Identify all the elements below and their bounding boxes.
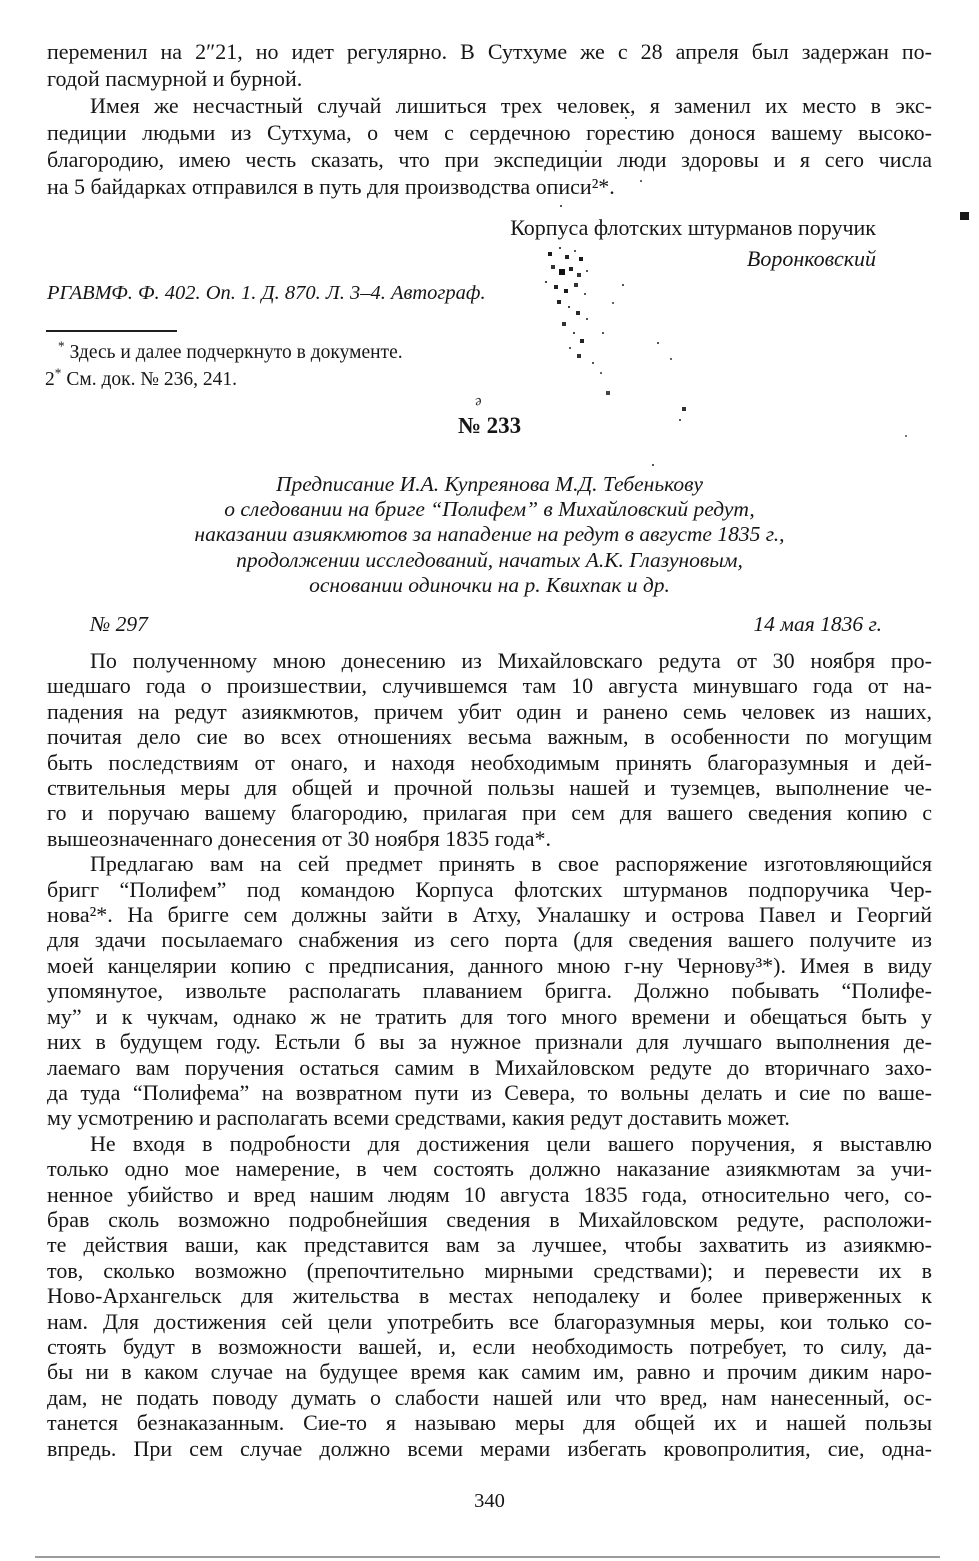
title-line: о следовании на бриге “Полифем” в Михайловский редут, [224, 497, 755, 522]
text-line: Имея же несчастный случай лишиться трех человек, я заменил их место в экс- [90, 93, 932, 118]
text-line: нам. Для достижения сей цели употребить все благоразумныя меры, кои только со- [47, 1308, 932, 1334]
scan-noise-speckles [0, 0, 2, 2]
page-number: 340 [474, 1490, 505, 1512]
title-line: основании одиночки на р. Квихпак и др. [309, 572, 670, 597]
document-ref-number: № 297 [90, 612, 148, 636]
text-line: тов, сколько возможно (препочтительно мирными средствами); и перевести их в [47, 1257, 932, 1283]
text-line: стоять будут в возможности вашей, и, если необходимость потребует, то силу, да- [47, 1333, 932, 1359]
archive-reference: РГАВМФ. Ф. 402. Оп. 1. Д. 870. Л. 3–4. Автограф. [47, 282, 486, 304]
text-line: годой пасмурной и бурной. [47, 66, 303, 91]
text-line: падения на редут азиякмютов, причем убит один и ранено семь человек из наших, [47, 698, 932, 724]
text-line: лаемаго вам поручения остаться самим в Михайловском редуте до вторичнаго захо- [47, 1054, 932, 1080]
text-line: му усмотрению и располагать всеми средствами, какия редут доставить может. [47, 1105, 790, 1131]
text-line: впредь. При сем случае должно всеми мерами избегать кровопролития, сие, одна- [47, 1435, 932, 1461]
text-line: му” и к чукчам, однако ж не тратить для того много времени и обещаться быть у [47, 1003, 932, 1029]
text-line: них в будущем году. Естьли б вы за нужное признали для лучшаго выполнения де- [47, 1029, 932, 1055]
paragraph [47, 648, 932, 851]
text-line: благородию, имею честь сказать, что при экспедиции люди здоровы и я сего числа [47, 147, 932, 172]
text-line: ненное убийство и вред нашим людям 10 августа 1835 года, относительно чего, со- [47, 1181, 932, 1207]
text-line: да туда “Полифема” на возвратном пути из Севера, то вольны делать и сие по ваше- [47, 1079, 932, 1105]
paragraph [47, 851, 932, 1130]
scan-bottom-line [35, 1556, 940, 1558]
text-line: Не входя в подробности для достижения цели вашего поручения, я выставлю [90, 1130, 932, 1156]
text-line: переменил на 2″21, но идет регулярно. В Сутхуме же с 28 апреля был задержан по- [47, 39, 932, 64]
signature-name: Воронковский [746, 246, 876, 271]
text-line: упомянутое, извольте располагать плаванием бригга. Должно побывать “Полифе- [47, 978, 932, 1004]
document-meta-row [47, 611, 932, 637]
footnote-asterisk: * [58, 338, 65, 354]
text-line: для здачи посылаемаго снабжения из сего порта (для сведения вашего получите из [47, 927, 932, 953]
footnote-text: См. док. № 236, 241. [66, 368, 237, 390]
signature-role: Корпуса флотских штурманов поручик [510, 215, 876, 240]
document-body-text [47, 648, 932, 1461]
document-title [47, 472, 932, 598]
text-line: шедшаго года о произшествии, случившемся там 10 августа минувшаго года от на- [47, 673, 932, 699]
text-line: го и поручаю вашему благородию, прилагая при сем для вашего сведения копию с [47, 800, 932, 826]
footnote-asterisk: * [54, 365, 62, 380]
title-line: наказании азиякмютов за нападение на редут в августе 1835 г., [194, 522, 785, 547]
text-line: те действия ваши, как представится вам за лучшее, чтобы захватить из азиякмю- [47, 1232, 932, 1258]
footnote [45, 367, 930, 394]
text-line: на 5 байдарках отправился в путь для производства описи²*. [47, 174, 615, 199]
text-line: По полученному мною донесению из Михайловскаго редута от 30 ноября про- [90, 648, 932, 673]
paragraph [47, 1131, 932, 1461]
text-line: моей канцелярии копию с предписания, данного мною г-ну Чернову³*). Имея в виду [47, 952, 932, 978]
paragraph [47, 38, 932, 92]
text-line: бригг “Полифем” под командою Корпуса флотских штурманов подпоручика Чер- [47, 876, 932, 902]
text-line: танется безнаказанным. Сие-то я называю меры для общей их и нашей пользы [47, 1410, 932, 1436]
text-line: дам, не подать поводу думать о слабости нашей или что вред, нам нанесенный, ос- [47, 1384, 932, 1410]
intro-continuation-text [47, 38, 932, 200]
scan-artifact-squiggle: ə [473, 392, 484, 410]
text-line: только одно мое намерение, в чем состоять должно наказание азиякмютам за учи- [47, 1156, 932, 1182]
text-line: Ново-Архангельск для жительства в местах неподалеку и более приверженных к [47, 1283, 932, 1309]
paragraph [47, 92, 932, 200]
text-line: брав сколь возможно подробнейшия сведения в Михайловском редуте, расположи- [47, 1206, 932, 1232]
title-line: продолжении исследований, начатых А.К. Глазуновым, [236, 547, 743, 572]
signature-block [47, 212, 932, 274]
scan-edge-mark [960, 212, 969, 220]
text-line: Предлагаю вам на сей предмет принять в свое распоряжение изготовляющийся [90, 851, 932, 877]
text-line: ствительныя меры для общей и прочной пользы нашей и туземцев, выполнение че- [47, 775, 932, 801]
text-line: быть последствиям от онаго, и находя необходимым принять благоразумныя и дей- [47, 749, 932, 775]
footnote-separator [46, 330, 177, 332]
footnote [45, 340, 930, 367]
text-line: вышеозначеннаго донесения от 30 ноября 1835 года*. [47, 825, 551, 851]
document-number-heading: № 233 [457, 413, 522, 438]
text-line: педиции людьми из Сутхума, о чем с сердечною горестию донося вашему высоко- [47, 120, 932, 145]
footnotes-section [45, 340, 930, 393]
document-date: 14 мая 1836 г. [753, 612, 882, 636]
text-line: нова²*. На бригге сем должны зайти в Атху, Уналашку и острова Павел и Георгий [47, 902, 932, 928]
text-line: почитая дело сие во всех отношениях весьма важным, в особенности по могущим [47, 724, 932, 750]
title-line: Предписание И.А. Купреянова М.Д. Тебенькову [276, 472, 703, 496]
footnote-marker: 2 [45, 368, 55, 390]
text-line: бы ни в каком случае на будущее время как самим им, равно и прочим диким наро- [47, 1359, 932, 1385]
footnote-text: Здесь и далее подчеркнуто в документе. [69, 342, 403, 363]
